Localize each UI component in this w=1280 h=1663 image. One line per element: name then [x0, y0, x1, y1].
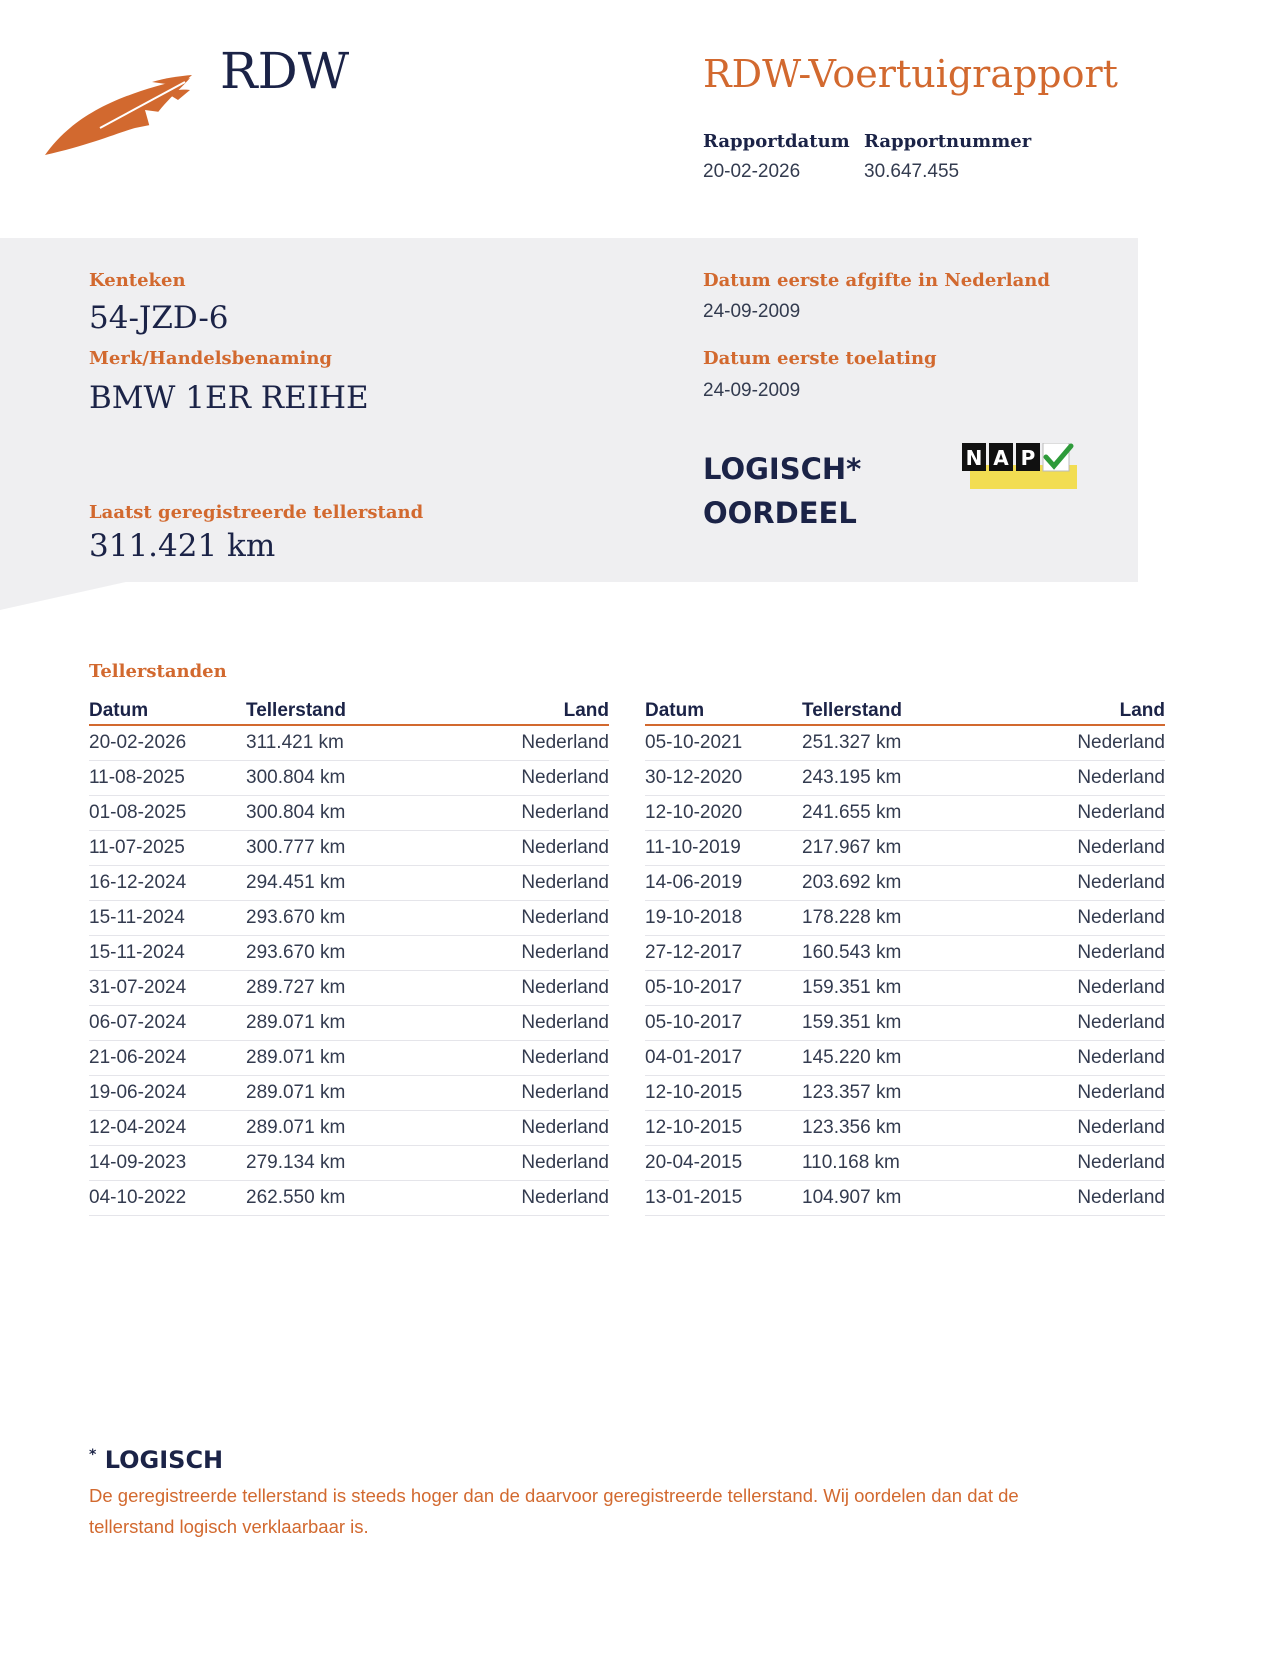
nap-letter-a: A	[993, 446, 1009, 470]
reading-date: 16-12-2024	[89, 872, 187, 893]
note-asterisk: *	[89, 1447, 97, 1463]
verdict-line-2: OORDEEL	[703, 496, 857, 530]
header-country: Land	[1119, 700, 1165, 721]
reading-km: 160.543 km	[802, 942, 902, 963]
reading-km: 293.670 km	[246, 942, 346, 963]
reading-country: Nederland	[1077, 1117, 1165, 1138]
table-row	[89, 726, 609, 761]
reading-date: 27-12-2017	[645, 942, 743, 963]
reading-country: Nederland	[1077, 732, 1165, 753]
table-header	[645, 692, 1165, 726]
panel-tab	[0, 580, 135, 610]
table-row	[645, 1181, 1165, 1216]
table-row	[645, 726, 1165, 761]
license-plate: 54-JZD-6	[89, 300, 229, 336]
verdict	[703, 447, 861, 535]
reading-km: 300.804 km	[246, 802, 346, 823]
reading-km: 217.967 km	[802, 837, 902, 858]
table-row	[645, 831, 1165, 866]
first-admission-label: Datum eerste toelating	[703, 348, 937, 369]
table-row	[89, 1181, 609, 1216]
table-row	[89, 901, 609, 936]
reading-km: 241.655 km	[802, 802, 902, 823]
reading-country: Nederland	[1077, 977, 1165, 998]
reading-km: 289.071 km	[246, 1082, 346, 1103]
table-header	[89, 692, 609, 726]
nap-check-icon	[962, 443, 1077, 489]
reading-km: 289.071 km	[246, 1117, 346, 1138]
reading-km: 300.777 km	[246, 837, 346, 858]
table-row	[89, 1076, 609, 1111]
reading-km: 289.071 km	[246, 1012, 346, 1033]
reading-km: 289.727 km	[246, 977, 346, 998]
reading-date: 30-12-2020	[645, 767, 743, 788]
table-row	[89, 796, 609, 831]
reading-date: 20-04-2015	[645, 1152, 743, 1173]
reading-country: Nederland	[1077, 1152, 1165, 1173]
reading-country: Nederland	[521, 802, 609, 823]
reading-country: Nederland	[1077, 907, 1165, 928]
first-admission-date: 24-09-2009	[703, 380, 801, 401]
reading-km: 243.195 km	[802, 767, 902, 788]
table-row	[89, 1146, 609, 1181]
odometer-label: Laatst geregistreerde tellerstand	[89, 502, 424, 523]
reading-km: 104.907 km	[802, 1187, 902, 1208]
reading-date: 11-10-2019	[645, 837, 741, 858]
table-row	[89, 831, 609, 866]
table-row	[89, 1041, 609, 1076]
report-date: 20-02-2026	[703, 161, 801, 182]
table-row	[89, 1111, 609, 1146]
reading-date: 19-10-2018	[645, 907, 743, 928]
header-reading: Tellerstand	[802, 700, 902, 721]
reading-km: 123.357 km	[802, 1082, 902, 1103]
readings-table-left	[89, 692, 609, 1216]
make-label: Merk/Handelsbenaming	[89, 348, 333, 369]
table-row	[645, 901, 1165, 936]
note-title-text: LOGISCH	[104, 1446, 224, 1474]
reading-country: Nederland	[1077, 802, 1165, 823]
reading-date: 01-08-2025	[89, 802, 187, 823]
reading-km: 110.168 km	[802, 1152, 900, 1173]
table-row	[89, 936, 609, 971]
header-date: Datum	[645, 700, 705, 721]
reading-country: Nederland	[521, 732, 609, 753]
reading-country: Nederland	[521, 1117, 609, 1138]
reading-country: Nederland	[1077, 872, 1165, 893]
report-date-label: Rapportdatum	[703, 131, 850, 152]
reading-km: 178.228 km	[802, 907, 902, 928]
reading-km: 203.692 km	[802, 872, 902, 893]
reading-date: 31-07-2024	[89, 977, 187, 998]
reading-date: 14-06-2019	[645, 872, 743, 893]
reading-km: 294.451 km	[246, 872, 346, 893]
table-row	[89, 761, 609, 796]
reading-date: 04-10-2022	[89, 1187, 187, 1208]
reading-km: 311.421 km	[246, 732, 344, 753]
reading-country: Nederland	[521, 942, 609, 963]
reading-km: 159.351 km	[802, 1012, 902, 1033]
reading-date: 06-07-2024	[89, 1012, 187, 1033]
readings-title: Tellerstanden	[89, 661, 227, 682]
reading-date: 11-07-2025	[89, 837, 185, 858]
reading-date: 04-01-2017	[645, 1047, 743, 1068]
header-date: Datum	[89, 700, 149, 721]
reading-date: 05-10-2017	[645, 977, 743, 998]
verdict-line-1: LOGISCH*	[703, 452, 862, 486]
table-row	[645, 761, 1165, 796]
reading-date: 19-06-2024	[89, 1082, 187, 1103]
reading-date: 05-10-2017	[645, 1012, 743, 1033]
reading-country: Nederland	[1077, 767, 1165, 788]
note-title	[89, 1446, 223, 1474]
reading-country: Nederland	[1077, 1187, 1165, 1208]
reading-country: Nederland	[521, 1152, 609, 1173]
reading-country: Nederland	[521, 1187, 609, 1208]
report-title: RDW-Voertuigrapport	[703, 52, 1118, 96]
reading-country: Nederland	[1077, 837, 1165, 858]
header-country: Land	[563, 700, 609, 721]
reading-km: 251.327 km	[802, 732, 902, 753]
reading-date: 15-11-2024	[89, 907, 185, 928]
reading-date: 15-11-2024	[89, 942, 185, 963]
plate-label: Kenteken	[89, 270, 186, 291]
readings-table-right	[645, 692, 1165, 1216]
table-row	[645, 796, 1165, 831]
table-row	[89, 971, 609, 1006]
reading-date: 11-08-2025	[89, 767, 185, 788]
reading-country: Nederland	[1077, 942, 1165, 963]
reading-country: Nederland	[1077, 1012, 1165, 1033]
reading-country: Nederland	[1077, 1082, 1165, 1103]
reading-country: Nederland	[521, 977, 609, 998]
report-number: 30.647.455	[864, 161, 960, 182]
table-row	[89, 866, 609, 901]
table-row	[645, 936, 1165, 971]
reading-country: Nederland	[521, 872, 609, 893]
table-row	[645, 1076, 1165, 1111]
reading-km: 293.670 km	[246, 907, 346, 928]
reading-country: Nederland	[521, 907, 609, 928]
reading-km: 279.134 km	[246, 1152, 346, 1173]
first-issue-label: Datum eerste afgifte in Nederland	[703, 270, 1050, 291]
brand-name: RDW	[220, 42, 350, 100]
table-row	[645, 1041, 1165, 1076]
reading-km: 300.804 km	[246, 767, 346, 788]
rdw-logo-icon	[40, 70, 200, 160]
table-row	[645, 866, 1165, 901]
table-row	[89, 1006, 609, 1041]
reading-country: Nederland	[521, 837, 609, 858]
header-reading: Tellerstand	[246, 700, 346, 721]
first-issue-date: 24-09-2009	[703, 301, 801, 322]
reading-date: 13-01-2015	[645, 1187, 743, 1208]
odometer-value: 311.421 km	[89, 528, 276, 564]
reading-country: Nederland	[1077, 1047, 1165, 1068]
nap-letter-p: P	[1020, 446, 1036, 470]
reading-country: Nederland	[521, 1047, 609, 1068]
reading-date: 12-10-2015	[645, 1082, 743, 1103]
reading-date: 05-10-2021	[645, 732, 743, 753]
reading-date: 14-09-2023	[89, 1152, 187, 1173]
reading-date: 12-04-2024	[89, 1117, 187, 1138]
report-number-label: Rapportnummer	[864, 131, 1032, 152]
nap-letter-n: N	[965, 446, 983, 470]
table-row	[645, 1146, 1165, 1181]
reading-country: Nederland	[521, 1012, 609, 1033]
reading-date: 12-10-2020	[645, 802, 743, 823]
reading-date: 12-10-2015	[645, 1117, 743, 1138]
table-row	[645, 1111, 1165, 1146]
reading-km: 123.356 km	[802, 1117, 902, 1138]
reading-km: 159.351 km	[802, 977, 902, 998]
reading-country: Nederland	[521, 1082, 609, 1103]
reading-date: 21-06-2024	[89, 1047, 187, 1068]
reading-km: 289.071 km	[246, 1047, 346, 1068]
reading-km: 145.220 km	[802, 1047, 902, 1068]
reading-country: Nederland	[521, 767, 609, 788]
note-text: De geregistreerde tellerstand is steeds hoger dan de daarvoor geregistreerde tellerstand. Wij oordelen dan dat de tellerstand logisch verklaarbaar is.	[89, 1485, 1019, 1537]
vehicle-make: BMW 1ER REIHE	[89, 380, 369, 416]
table-row	[645, 971, 1165, 1006]
reading-km: 262.550 km	[246, 1187, 346, 1208]
table-row	[645, 1006, 1165, 1041]
reading-date: 20-02-2026	[89, 732, 187, 753]
